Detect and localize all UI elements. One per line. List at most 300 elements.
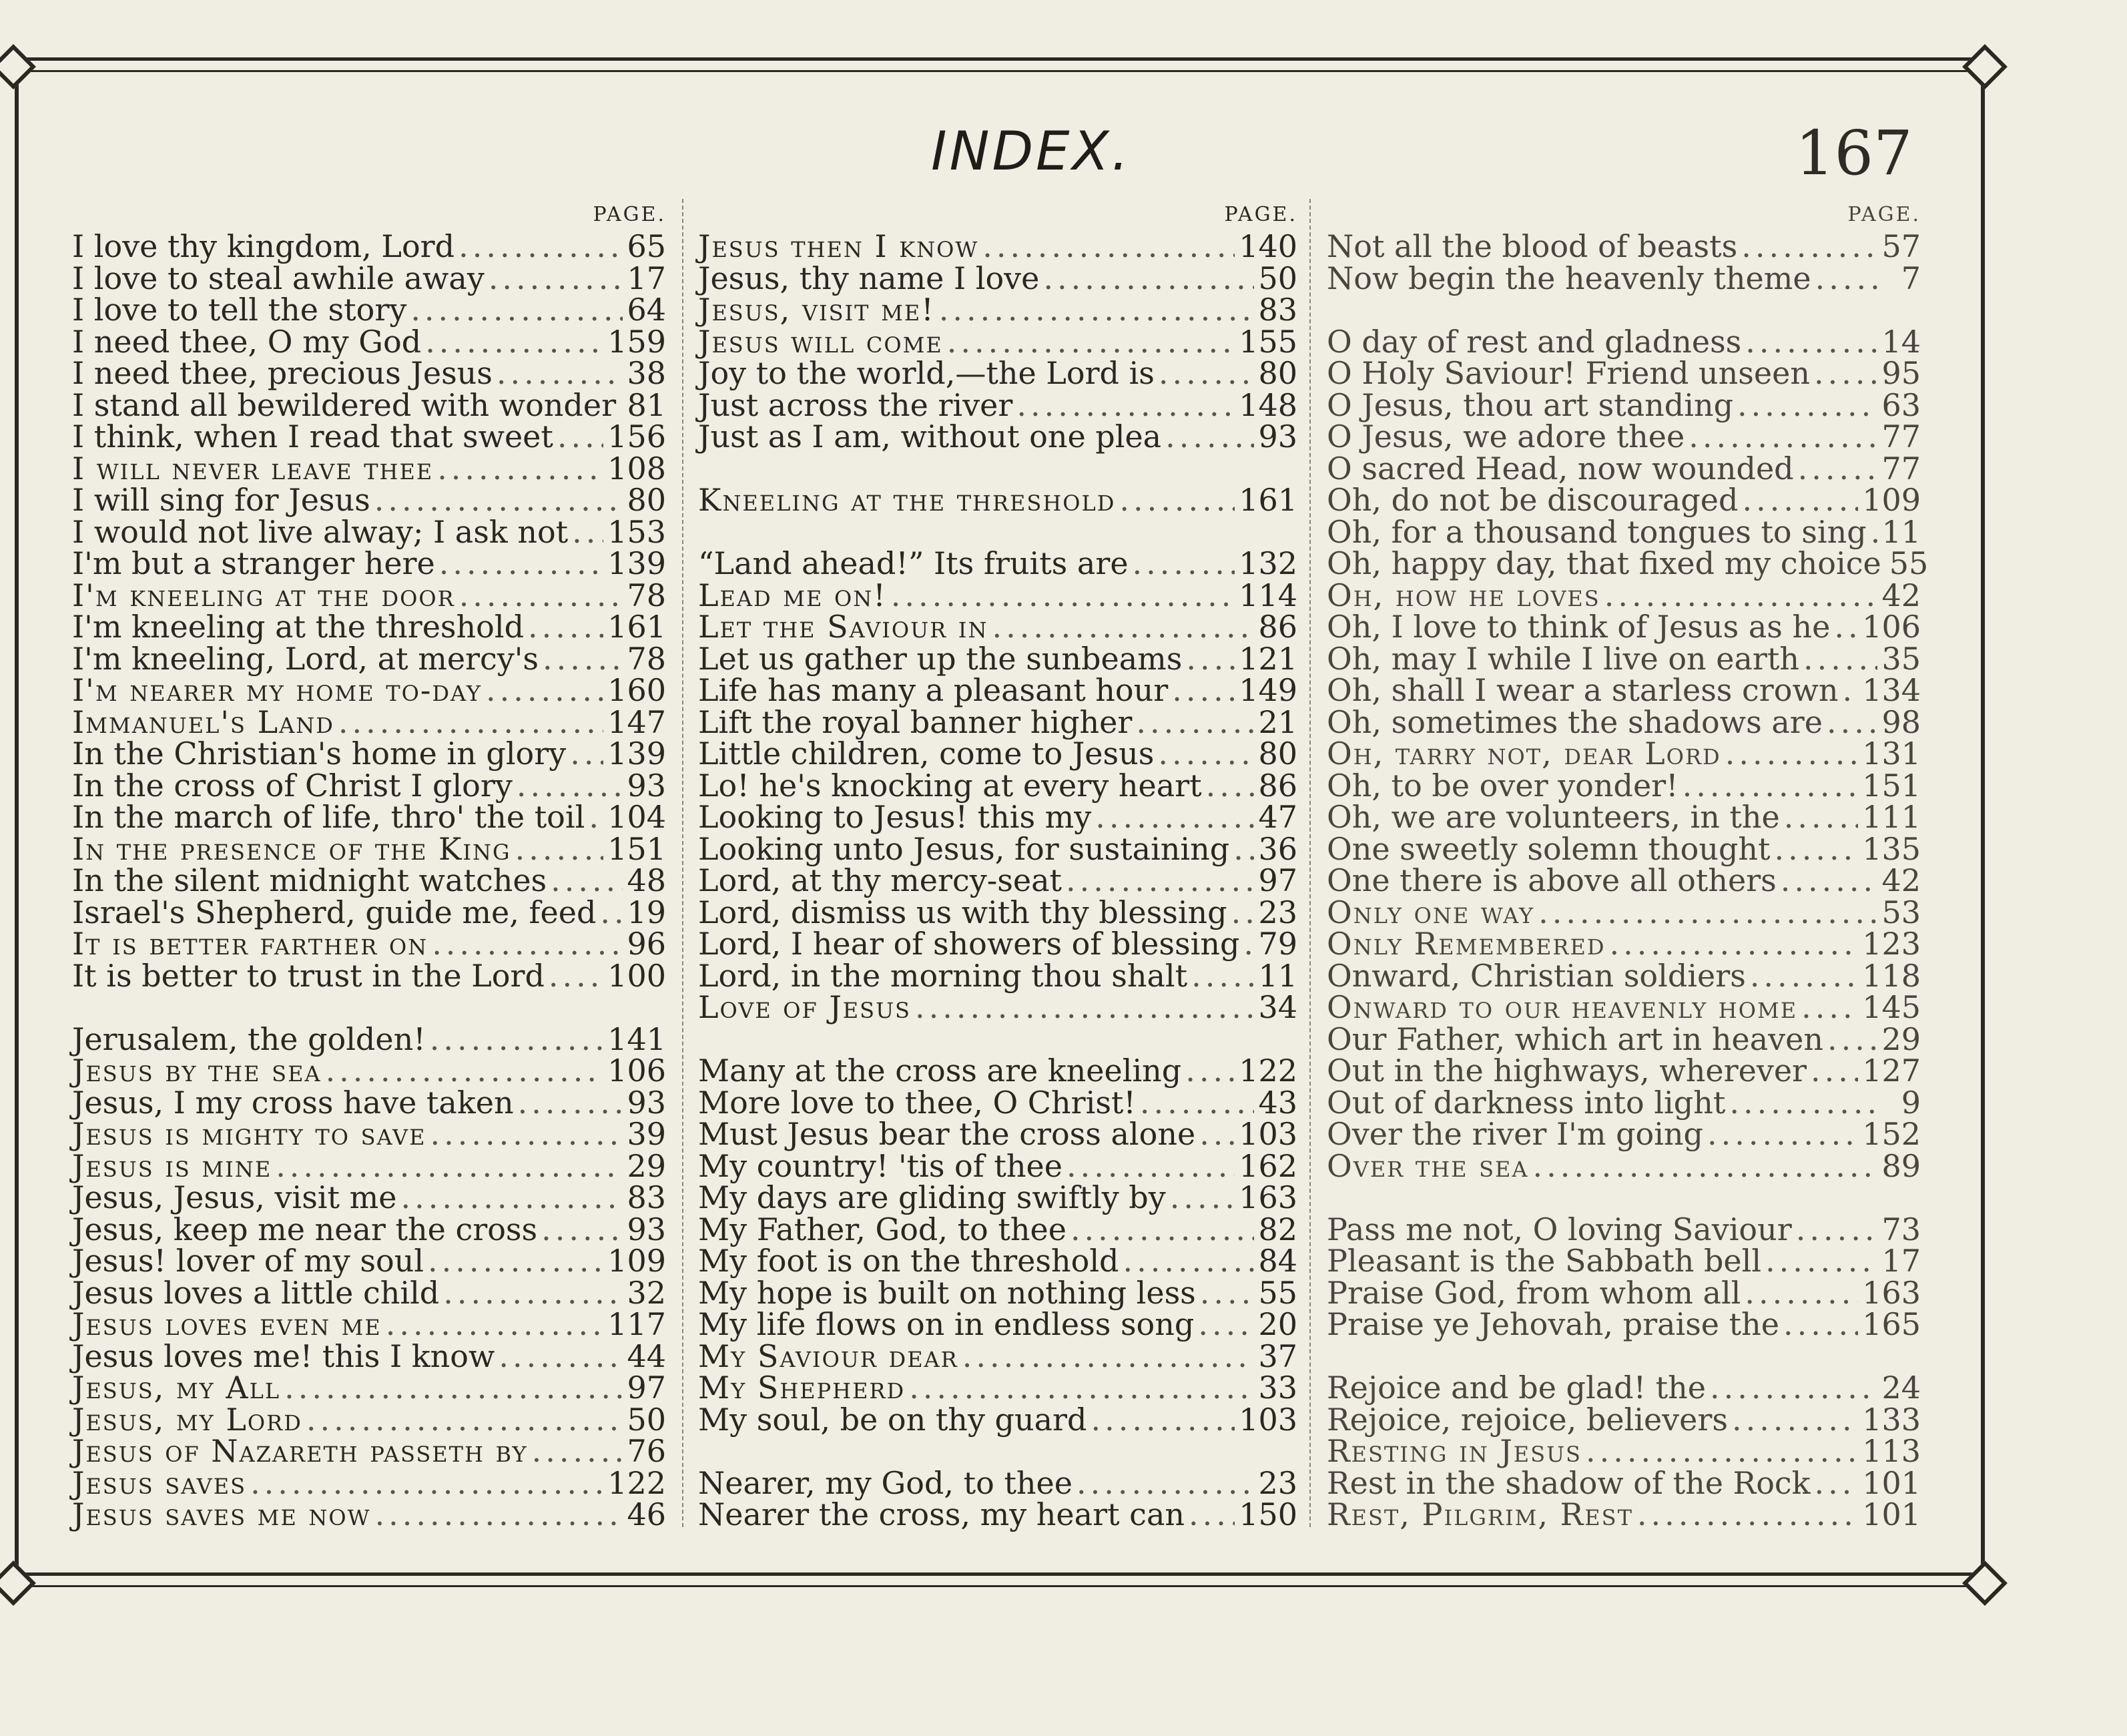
hymn-title: Lift the royal banner higher bbox=[698, 703, 1133, 740]
hymn-page-number: 24 bbox=[1881, 1370, 1921, 1406]
index-entry bbox=[1327, 323, 1921, 360]
hymn-title: Out of darkness into light bbox=[1327, 1084, 1726, 1121]
hymn-page-number: 159 bbox=[607, 323, 666, 360]
hymn-title: I need thee, O my God bbox=[72, 323, 422, 360]
index-entry bbox=[72, 799, 666, 835]
hymn-page-number: 161 bbox=[607, 609, 666, 645]
hymn-title: O sacred Head, now wounded bbox=[1327, 450, 1794, 487]
dot-leader bbox=[1191, 960, 1254, 992]
index-entry bbox=[72, 928, 666, 960]
hymn-title: Nearer, my God, to thee bbox=[698, 1464, 1073, 1501]
hymn-title: Jesus, Jesus, visit me bbox=[72, 1179, 397, 1215]
index-entry bbox=[698, 323, 1297, 360]
dot-leader bbox=[428, 1245, 603, 1277]
hymn-title: Oh, tarry not, dear Lord bbox=[1327, 736, 1721, 772]
dot-leader bbox=[572, 517, 603, 549]
index-entry bbox=[72, 1464, 666, 1501]
hymn-title: I'm kneeling at the door bbox=[72, 577, 455, 613]
index-entry bbox=[698, 386, 1297, 423]
hymn-title: I'm nearer my home to-day bbox=[72, 672, 482, 708]
index-entry bbox=[72, 1433, 666, 1469]
hymn-page-number: 95 bbox=[1881, 355, 1921, 391]
dot-leader bbox=[1172, 675, 1235, 707]
dot-leader bbox=[1538, 897, 1877, 929]
dot-leader bbox=[620, 390, 623, 422]
dot-leader bbox=[443, 1277, 623, 1310]
dot-leader bbox=[1198, 1309, 1254, 1341]
hymn-title: Kneeling at the threshold bbox=[698, 482, 1116, 518]
hymn-title: Oh, may I while I live on earth bbox=[1327, 640, 1800, 677]
hymn-page-number: 83 bbox=[1258, 292, 1297, 328]
hymn-title: I will sing for Jesus bbox=[72, 482, 370, 518]
hymn-title: Rest, Pilgrim, Rest bbox=[1327, 1496, 1633, 1532]
index-entry bbox=[72, 1496, 666, 1532]
index-blank-row bbox=[698, 1024, 1297, 1056]
index-entry bbox=[698, 799, 1297, 835]
index-entry bbox=[698, 1274, 1297, 1311]
hymn-title: Jesus of Nazareth passeth by bbox=[72, 1433, 528, 1469]
index-entry bbox=[1327, 1245, 1921, 1277]
dot-leader bbox=[1827, 1024, 1877, 1056]
hymn-title: Praise God, from whom all bbox=[1327, 1274, 1741, 1311]
hymn-title: Let us gather up the sunbeams bbox=[698, 640, 1183, 677]
hymn-title: Rejoice, rejoice, believers bbox=[1327, 1401, 1728, 1438]
hymn-title: Lord, dismiss us with thy blessing bbox=[698, 894, 1227, 930]
hymn-title: Oh, sometimes the shadows are bbox=[1327, 703, 1823, 740]
dot-leader bbox=[1745, 326, 1877, 358]
hymn-page-number: 19 bbox=[627, 894, 666, 930]
dot-leader bbox=[1637, 1499, 1858, 1531]
index-entry bbox=[698, 767, 1297, 804]
hymn-title: Rejoice and be glad! the bbox=[1327, 1370, 1707, 1406]
dot-leader bbox=[1729, 1087, 1883, 1119]
hymn-page-number: 48 bbox=[627, 862, 666, 898]
dot-leader bbox=[515, 834, 604, 866]
hymn-title: O Holy Saviour! Friend unseen bbox=[1327, 355, 1810, 391]
dot-leader bbox=[430, 1024, 603, 1056]
hymn-page-number: 96 bbox=[627, 926, 666, 962]
dot-leader bbox=[589, 802, 603, 834]
index-column-2 bbox=[698, 199, 1297, 1531]
hymn-page-number: 93 bbox=[627, 1084, 666, 1121]
hymn-title: Jesus, my Lord bbox=[72, 1401, 302, 1438]
index-entry bbox=[72, 1372, 666, 1404]
hymn-page-number: 11 bbox=[1258, 957, 1297, 994]
hymn-title: Oh, to be over yonder! bbox=[1327, 767, 1679, 804]
hymn-title: I would not live alway; I ask not bbox=[72, 513, 569, 550]
index-entry bbox=[1327, 928, 1921, 960]
hymn-title: Onward to our heavenly home bbox=[1327, 989, 1798, 1025]
dot-leader bbox=[1231, 897, 1255, 929]
dot-leader bbox=[532, 1436, 623, 1468]
index-entry bbox=[72, 672, 666, 708]
hymn-page-number: 153 bbox=[607, 513, 666, 550]
hymn-page-number: 77 bbox=[1881, 418, 1921, 455]
dot-leader bbox=[276, 1151, 623, 1183]
hymn-page-number: 103 bbox=[1239, 1401, 1297, 1438]
hymn-page-number: 29 bbox=[627, 1147, 666, 1184]
hymn-title: Jerusalem, the golden! bbox=[72, 1021, 426, 1057]
hymn-title: I'm kneeling at the threshold bbox=[72, 609, 525, 645]
hymn-page-number: 155 bbox=[1239, 323, 1297, 360]
index-entry bbox=[698, 830, 1297, 867]
dot-leader bbox=[430, 1119, 623, 1151]
dot-leader bbox=[1827, 707, 1877, 739]
dot-leader bbox=[1742, 485, 1858, 517]
hymn-title: Just as I am, without one plea bbox=[698, 418, 1162, 455]
hymn-page-number: 47 bbox=[1258, 799, 1297, 835]
dot-leader bbox=[250, 1468, 603, 1500]
dot-leader bbox=[1750, 960, 1858, 992]
hymn-page-number: 134 bbox=[1862, 672, 1921, 708]
hymn-title: O Jesus, thou art standing bbox=[1327, 386, 1734, 423]
hymn-title: I think, when I read that sweet bbox=[72, 418, 553, 455]
hymn-page-number: 161 bbox=[1239, 482, 1297, 518]
hymn-title: Jesus, visit me! bbox=[698, 292, 935, 328]
index-entry bbox=[1327, 672, 1921, 708]
hymn-title: Over the river I'm going bbox=[1327, 1116, 1703, 1152]
index-entry bbox=[72, 577, 666, 613]
dot-leader bbox=[1683, 770, 1859, 802]
hymn-page-number: 109 bbox=[607, 1243, 666, 1279]
hymn-page-number: 84 bbox=[1258, 1243, 1297, 1279]
dot-leader bbox=[1815, 263, 1883, 295]
index-entry bbox=[1327, 418, 1921, 455]
hymn-title: Lord, I hear of showers of blessing bbox=[698, 926, 1240, 962]
index-entry bbox=[1327, 894, 1921, 930]
hymn-page-number: 103 bbox=[1239, 1116, 1297, 1152]
index-entry bbox=[698, 260, 1297, 296]
hymn-title: “Land ahead!” Its fruits are bbox=[698, 545, 1129, 581]
hymn-page-number: 160 bbox=[607, 672, 666, 708]
index-entry bbox=[698, 1245, 1297, 1277]
hymn-page-number: 139 bbox=[607, 545, 666, 581]
hymn-title: I love thy kingdom, Lord bbox=[72, 228, 455, 264]
hymn-page-number: 148 bbox=[1239, 386, 1297, 423]
index-blank-row bbox=[698, 1436, 1297, 1468]
index-entry bbox=[72, 830, 666, 867]
index-entry bbox=[1327, 1211, 1921, 1247]
hymn-page-number: 150 bbox=[1239, 1496, 1297, 1532]
index-entry bbox=[698, 1464, 1297, 1501]
dot-leader bbox=[1016, 390, 1235, 422]
hymn-title: Out in the highways, wherever bbox=[1327, 1053, 1807, 1089]
index-blank-row bbox=[72, 992, 666, 1024]
dot-leader bbox=[1206, 770, 1255, 802]
hymn-page-number: 100 bbox=[607, 957, 666, 994]
index-entry bbox=[698, 355, 1297, 391]
hymn-page-number: 55 bbox=[1889, 545, 1929, 581]
index-entry bbox=[72, 545, 666, 581]
index-entry bbox=[1327, 799, 1921, 835]
index-entry bbox=[1327, 1055, 1921, 1087]
hymn-page-number: 152 bbox=[1862, 1116, 1921, 1152]
hymn-page-number: 79 bbox=[1258, 926, 1297, 962]
dot-leader bbox=[543, 643, 623, 675]
hymn-title: I stand all bewildered with wonder bbox=[72, 386, 617, 423]
hymn-page-number: 93 bbox=[627, 767, 666, 804]
index-entry bbox=[698, 228, 1297, 264]
hymn-title: Oh, shall I wear a starless crown bbox=[1327, 672, 1839, 708]
hymn-title: I love to tell the story bbox=[72, 292, 407, 328]
hymn-title: One sweetly solemn thought bbox=[1327, 830, 1771, 867]
hymn-page-number: 101 bbox=[1862, 1464, 1921, 1501]
hymn-title: Oh, do not be discouraged bbox=[1327, 482, 1739, 518]
column-divider-1 bbox=[682, 199, 683, 1527]
hymn-title: Praise ye Jehovah, praise the bbox=[1327, 1306, 1779, 1342]
index-entry bbox=[698, 928, 1297, 960]
dot-leader bbox=[1586, 1436, 1858, 1468]
dot-leader bbox=[1243, 928, 1254, 960]
hymn-title: Jesus loves a little child bbox=[72, 1274, 440, 1311]
hymn-page-number: 156 bbox=[607, 418, 666, 455]
hymn-page-number: 93 bbox=[1258, 418, 1297, 455]
index-entry bbox=[1327, 228, 1921, 264]
hymn-page-number: 42 bbox=[1881, 577, 1921, 613]
hymn-title: In the cross of Christ I glory bbox=[72, 767, 513, 804]
hymn-page-number: 86 bbox=[1258, 767, 1297, 804]
index-entry bbox=[698, 611, 1297, 643]
dot-leader bbox=[1119, 485, 1235, 517]
dot-leader bbox=[386, 1309, 603, 1341]
index-entry bbox=[72, 894, 666, 930]
dot-leader bbox=[1710, 1372, 1877, 1404]
dot-leader bbox=[962, 1341, 1255, 1373]
index-entry bbox=[698, 672, 1297, 708]
dot-leader bbox=[1610, 928, 1859, 960]
index-entry bbox=[72, 260, 666, 296]
hymn-title: Little children, come to Jesus bbox=[698, 736, 1155, 772]
hymn-title: I'm kneeling, Lord, at mercy's bbox=[72, 640, 539, 677]
index-entry bbox=[698, 1179, 1297, 1215]
hymn-title: Jesus! lover of my soul bbox=[72, 1243, 424, 1279]
dot-leader bbox=[499, 1341, 623, 1373]
hymn-page-number: 63 bbox=[1881, 386, 1921, 423]
dot-leader bbox=[459, 580, 623, 612]
dot-leader bbox=[1775, 834, 1859, 866]
index-entry bbox=[72, 1084, 666, 1121]
hymn-title: Joy to the world,—the Lord is bbox=[698, 355, 1155, 391]
dot-leader bbox=[1136, 707, 1254, 739]
dot-leader bbox=[1170, 1182, 1235, 1214]
hymn-page-number: 81 bbox=[627, 386, 666, 423]
hymn-title: Jesus will come bbox=[698, 323, 943, 360]
hymn-page-number: 77 bbox=[1881, 450, 1921, 487]
index-entry bbox=[72, 323, 666, 360]
dot-leader bbox=[374, 485, 623, 517]
index-entry bbox=[72, 862, 666, 898]
left-border-rule bbox=[15, 67, 19, 1572]
dot-leader bbox=[1140, 1087, 1255, 1119]
hymn-page-number: 83 bbox=[627, 1179, 666, 1215]
hymn-title: Oh, happy day, that fixed my choice bbox=[1327, 545, 1881, 581]
index-entry bbox=[72, 450, 666, 487]
hymn-page-number: 108 bbox=[607, 450, 666, 487]
hymn-page-number: 123 bbox=[1862, 926, 1921, 962]
index-entry bbox=[1327, 703, 1921, 740]
dot-leader bbox=[400, 1182, 623, 1214]
index-entry bbox=[698, 703, 1297, 740]
index-entry bbox=[698, 894, 1297, 930]
hymn-page-number: 113 bbox=[1862, 1433, 1921, 1469]
hymn-title: Immanuel's Land bbox=[72, 703, 334, 740]
hymn-page-number: 131 bbox=[1862, 736, 1921, 772]
index-entry bbox=[698, 1211, 1297, 1247]
hymn-page-number: 165 bbox=[1862, 1306, 1921, 1342]
hymn-page-number: 151 bbox=[607, 830, 666, 867]
hymn-page-number: 35 bbox=[1881, 640, 1921, 677]
dot-leader bbox=[1798, 453, 1878, 485]
page-column-heading: PAGE. bbox=[593, 203, 666, 226]
index-entry bbox=[698, 1084, 1297, 1121]
hymn-page-number: 9 bbox=[1901, 1084, 1921, 1121]
hymn-title: Israel's Shepherd, guide me, feed bbox=[72, 894, 597, 930]
hymn-title: Jesus, my All bbox=[72, 1370, 281, 1406]
dot-leader bbox=[517, 770, 623, 802]
hymn-title: My foot is on the threshold bbox=[698, 1243, 1119, 1279]
hymn-title: My hope is built on nothing less bbox=[698, 1274, 1196, 1311]
hymn-page-number: 82 bbox=[1258, 1211, 1297, 1247]
hymn-title: Jesus is mighty to save bbox=[72, 1116, 426, 1152]
hymn-page-number: 39 bbox=[627, 1116, 666, 1152]
hymn-page-number: 89 bbox=[1881, 1147, 1921, 1184]
dot-leader bbox=[1067, 1151, 1235, 1183]
index-entry bbox=[698, 989, 1297, 1025]
index-entry bbox=[1327, 1464, 1921, 1501]
hymn-page-number: 98 bbox=[1881, 703, 1921, 740]
dot-leader bbox=[1158, 738, 1254, 770]
index-entry bbox=[698, 1055, 1297, 1087]
hymn-title: Jesus, thy name I love bbox=[698, 260, 1040, 296]
hymn-page-number: 80 bbox=[1258, 736, 1297, 772]
dot-leader bbox=[1689, 421, 1877, 453]
hymn-page-number: 106 bbox=[1862, 609, 1921, 645]
hymn-title: Our Father, which art in heaven bbox=[1327, 1021, 1823, 1057]
dot-leader bbox=[1123, 1245, 1254, 1277]
index-entry bbox=[1327, 738, 1921, 770]
hymn-title: My life flows on in endless song bbox=[698, 1306, 1195, 1342]
hymn-page-number: 23 bbox=[1258, 1464, 1297, 1501]
hymn-page-number: 17 bbox=[627, 260, 666, 296]
dot-leader bbox=[1095, 802, 1254, 834]
index-entry bbox=[698, 1338, 1297, 1374]
index-entry bbox=[698, 1147, 1297, 1184]
hymn-page-number: 141 bbox=[607, 1021, 666, 1057]
hymn-title: My Father, God, to thee bbox=[698, 1211, 1067, 1247]
hymn-title: My Saviour dear bbox=[698, 1338, 958, 1374]
right-border-rule bbox=[1981, 67, 1985, 1572]
page-column-heading: PAGE. bbox=[1224, 203, 1297, 226]
index-entry bbox=[72, 228, 666, 264]
dot-leader bbox=[497, 358, 623, 390]
dot-leader bbox=[338, 707, 603, 739]
index-entry bbox=[72, 513, 666, 550]
hymn-title: Nearer the cross, my heart can bbox=[698, 1496, 1185, 1532]
index-entry bbox=[72, 386, 666, 423]
dot-leader bbox=[1199, 1119, 1235, 1151]
hymn-page-number: 65 bbox=[627, 228, 666, 264]
hymn-page-number: 114 bbox=[1239, 577, 1297, 613]
dot-leader bbox=[486, 675, 603, 707]
hymn-title: Just across the river bbox=[698, 386, 1013, 423]
index-entry bbox=[1327, 545, 1929, 581]
hymn-title: Lead me on! bbox=[698, 577, 887, 613]
hymn-title: Now begin the heavenly theme bbox=[1327, 260, 1811, 296]
hymn-title: Rest in the shadow of the Rock bbox=[1327, 1464, 1811, 1501]
hymn-title: My days are gliding swiftly by bbox=[698, 1179, 1166, 1215]
dot-leader bbox=[1814, 358, 1877, 390]
hymn-page-number: 104 bbox=[607, 799, 666, 835]
index-entry bbox=[698, 1401, 1297, 1438]
dot-leader bbox=[1737, 390, 1877, 422]
dot-leader bbox=[518, 1087, 623, 1119]
dot-leader bbox=[1871, 517, 1878, 549]
hymn-title: I will never leave thee bbox=[72, 450, 434, 487]
page-title: INDEX. bbox=[931, 120, 1131, 182]
hymn-title: Jesus is mine bbox=[72, 1147, 272, 1184]
hymn-title: O day of rest and gladness bbox=[1327, 323, 1742, 360]
dot-leader bbox=[551, 865, 623, 897]
dot-leader bbox=[375, 1499, 623, 1531]
index-entry bbox=[1327, 577, 1921, 613]
dot-leader bbox=[891, 580, 1235, 612]
index-entry bbox=[72, 738, 666, 770]
dot-leader bbox=[1732, 1404, 1858, 1436]
dot-leader bbox=[541, 1214, 623, 1246]
hymn-title: I love to steal awhile away bbox=[72, 260, 485, 296]
dot-leader bbox=[326, 1055, 604, 1087]
index-entry bbox=[1327, 355, 1921, 391]
index-entry bbox=[72, 1021, 666, 1057]
index-entry bbox=[72, 482, 666, 518]
hymn-page-number: 139 bbox=[607, 736, 666, 772]
hymn-page-number: 118 bbox=[1862, 957, 1921, 994]
hymn-page-number: 36 bbox=[1258, 830, 1297, 867]
hymn-page-number: 21 bbox=[1258, 703, 1297, 740]
hymn-title: Jesus saves bbox=[72, 1464, 247, 1501]
index-entry bbox=[698, 1116, 1297, 1152]
index-entry bbox=[698, 577, 1297, 613]
dot-leader bbox=[1725, 738, 1858, 770]
hymn-page-number: 145 bbox=[1862, 989, 1921, 1025]
index-column-3 bbox=[1327, 199, 1929, 1532]
hymn-title: My Shepherd bbox=[698, 1370, 906, 1406]
dot-leader bbox=[1842, 675, 1858, 707]
index-entry bbox=[1327, 386, 1921, 423]
dot-leader bbox=[1765, 1245, 1877, 1277]
index-entry bbox=[72, 1116, 666, 1152]
dot-leader bbox=[915, 992, 1254, 1024]
hymn-page-number: 151 bbox=[1862, 767, 1921, 804]
hymn-title: Only one way bbox=[1327, 894, 1535, 930]
hymn-page-number: 50 bbox=[1258, 260, 1297, 296]
index-entry bbox=[72, 418, 666, 455]
index-entry bbox=[698, 294, 1297, 326]
hymn-title: Looking unto Jesus, for sustaining bbox=[698, 830, 1230, 867]
index-entry bbox=[72, 1211, 666, 1247]
hymn-title: Oh, for a thousand tongues to sing bbox=[1327, 513, 1867, 550]
hymn-page-number: 101 bbox=[1862, 1496, 1921, 1532]
index-entry bbox=[1327, 1372, 1921, 1404]
index-entry bbox=[698, 862, 1297, 898]
index-entry bbox=[1327, 513, 1921, 550]
dot-leader bbox=[1803, 643, 1877, 675]
corner-ornament-bottom-right bbox=[1962, 1560, 2008, 1606]
index-entry bbox=[1327, 1401, 1921, 1438]
index-entry bbox=[1327, 1274, 1921, 1311]
index-entry bbox=[72, 1274, 666, 1311]
hymn-title: Not all the blood of beasts bbox=[1327, 228, 1738, 264]
